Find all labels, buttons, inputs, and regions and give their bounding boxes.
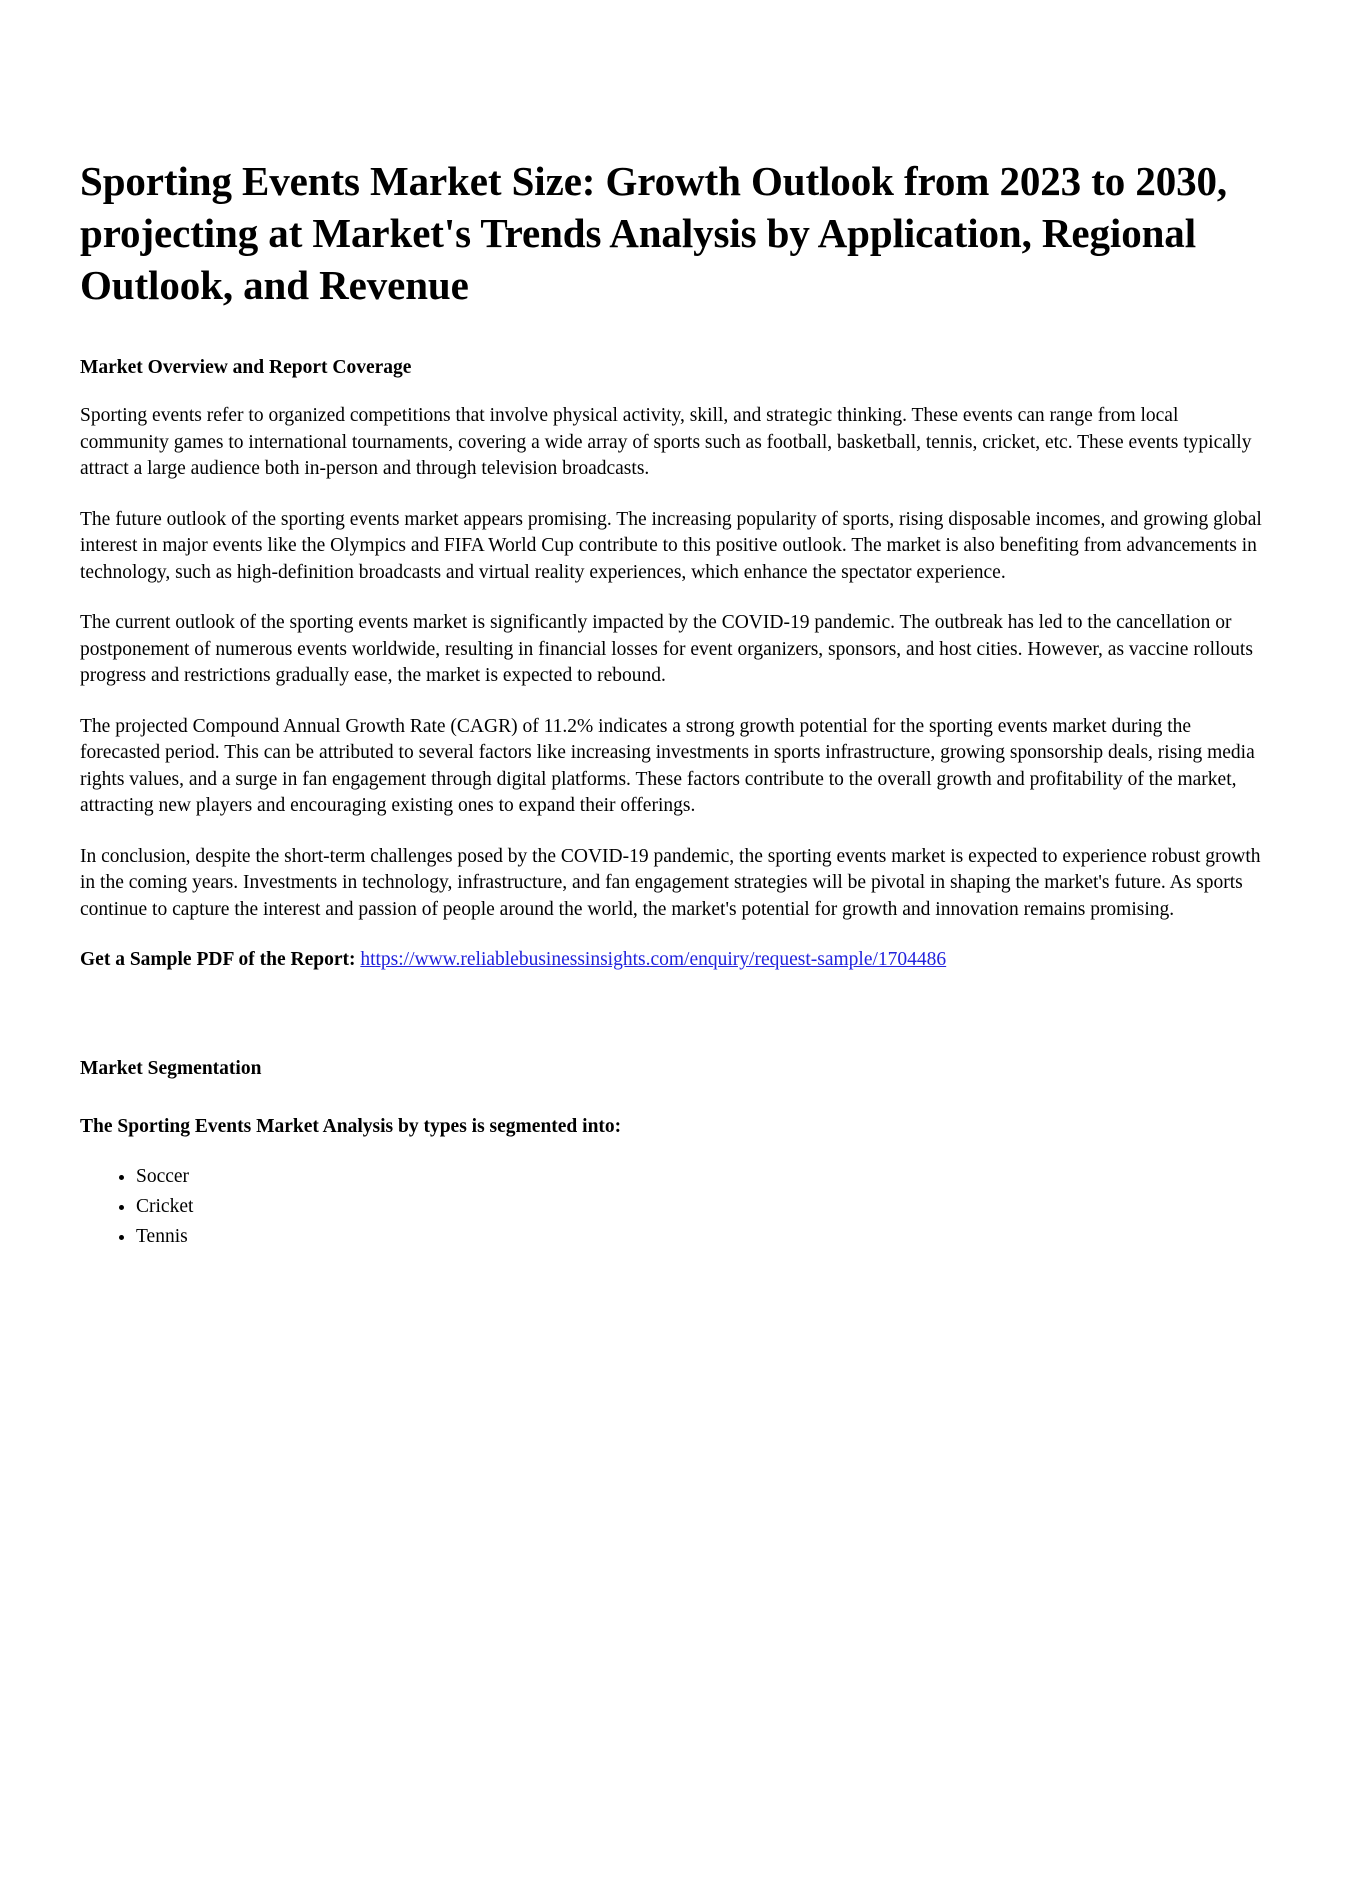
sample-pdf-link[interactable]: https://www.reliablebusinessinsights.com/enquiry/request-sample/1704486 [360, 949, 947, 970]
paragraph-future-outlook: The future outlook of the sporting events market appears promising. The increasing popularity of sports, rising disposable incomes, and growing global interest in major events like the Olympics and FIFA World Cup contribute to this positive outlook. The market is also benefiting from advancements in technology, such as high-definition broadcasts and virtual reality experiences, which enhance the spectator experience. [80, 508, 1262, 583]
paragraph-conclusion: In conclusion, despite the short-term challenges posed by the COVID-19 pandemic, the sporting events market is expected to experience robust growth in the coming years. Investments in technology, infrastructure, and fan engagement strategies will be pivotal in shaping the market's future. As sports continue to capture the interest and passion of people around the world, the market's potential for growth and innovation remains promising. [80, 845, 1261, 920]
paragraph-current-outlook: The current outlook of the sporting events market is significantly impacted by the COVID-19 pandemic. The outbreak has led to the cancellation or postponement of numerous events worldwide, resulting in financial losses for event organizers, sponsors, and host cities. However, as vaccine rollouts progress and restrictions gradually ease, the market is expected to rebound. [80, 612, 1253, 686]
section-spacer [80, 974, 1267, 1056]
segmentation-types-subheading: The Sporting Events Market Analysis by types is segmented into: [80, 1115, 622, 1137]
section-heading-market-overview: Market Overview and Report Coverage [80, 357, 412, 378]
sample-pdf-label: Get a Sample PDF of the Report: [80, 949, 356, 970]
sample-pdf-block [80, 947, 1267, 974]
list-item: • Tennis [136, 1222, 1267, 1252]
page-title: Sporting Events Market Size: Growth Outlook from 2023 to 2030, projecting at Market's Trends Analysis by Application, Regional Outlook, and Revenue [80, 158, 1228, 308]
segmentation-type-list [80, 1162, 1267, 1252]
section-heading-market-segmentation: Market Segmentation [80, 1057, 262, 1079]
list-item: • Soccer [136, 1162, 1267, 1192]
list-item: • Cricket [136, 1192, 1267, 1222]
paragraph-cagr: The projected Compound Annual Growth Rate (CAGR) of 11.2% indicates a strong growth potential for the sporting events market during the forecasted period. This can be attributed to several factors like increasing investments in sports infrastructure, growing sponsorship deals, rising media rights values, and a surge in fan engagement through digital platforms. These factors contribute to the overall growth and profitability of the market, attracting new players and encouraging existing ones to expand their offerings. [80, 715, 1255, 816]
paragraph-definition: Sporting events refer to organized competitions that involve physical activity, skill, and strategic thinking. These events can range from local community games to international tournaments, covering a wide array of sports such as football, basketball, tennis, cricket, etc. These events typically attract a large audience both in-person and through television broadcasts. [80, 405, 1252, 479]
